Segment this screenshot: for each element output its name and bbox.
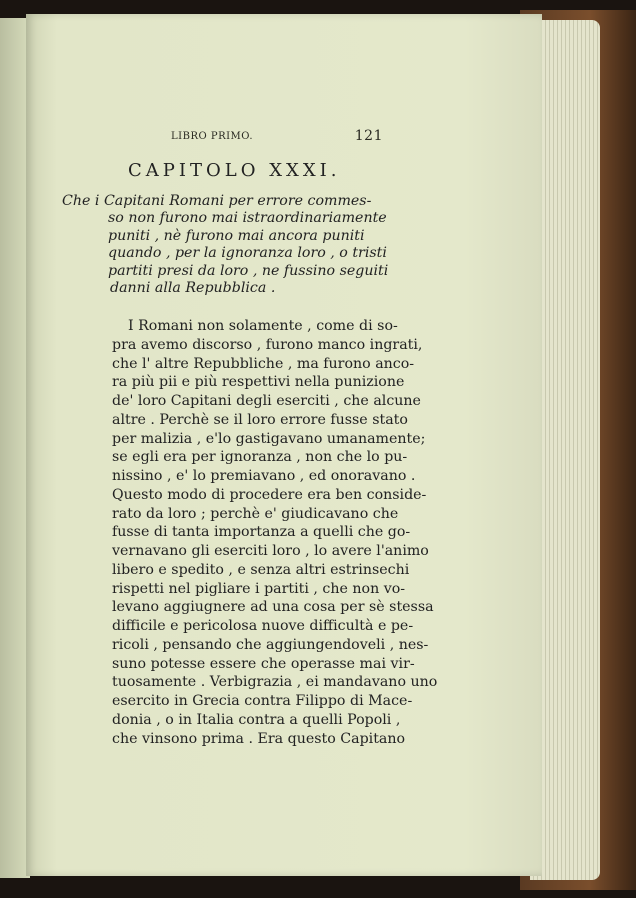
body-line: pra avemo discorso , furono manco ingrati, [112, 336, 423, 353]
body-line: difficile e pericolosa nuove difficultà e pe- [112, 618, 414, 634]
body-line: nissino , e' lo premiavano , ed onoravano . [112, 468, 416, 484]
body-line: che l' altre Repubbliche , ma furono anco- [112, 355, 415, 372]
summary-line: partiti presi da loro , ne fussino seguiti [108, 262, 389, 279]
body-line: ricoli , pensando che aggiungendoveli , nes- [112, 636, 429, 653]
chapter-title: CAPITOLO XXXI. [128, 160, 341, 181]
body-line: se egli era per ignoranza , non che lo pu- [112, 449, 408, 466]
body-line: levano aggiugnere ad una cosa per sè stessa [112, 599, 434, 616]
body-line: libero e spedito , e senza altri estrinsechi [112, 561, 410, 578]
body-line: altre . Perchè se il loro errore fusse stato [112, 411, 408, 428]
body-line: rato da loro ; perchè e' giudicavano che [112, 505, 399, 522]
summary-line: puniti , nè furono mai ancora puniti [108, 227, 365, 244]
body-line: fusse di tanta importanza a quelli che go- [112, 524, 411, 541]
body-line: che vinsono prima . Era questo Capitano [112, 730, 406, 747]
summary-line: danni alla Repubblica . [110, 280, 276, 296]
body-line: ra più pii e più respettivi nella punizione [112, 374, 405, 391]
body-line: tuosamente . Verbigrazia , ei mandavano uno [112, 674, 438, 691]
body-line: donia , o in Italia contra a quelli Popoli , [112, 711, 401, 728]
summary-line: Che i Capitani Romani per errore commes- [62, 193, 372, 209]
body-line: de' loro Capitani degli eserciti , che alcune [112, 393, 421, 409]
body-line: vernavano gli eserciti loro , lo avere l'animo [112, 543, 429, 559]
body-line: rispetti nel pigliare i partiti , che non vo- [112, 580, 406, 597]
running-title: LIBRO PRIMO. [171, 131, 254, 142]
running-header [171, 128, 383, 144]
body-line: I Romani non solamente , come di so- [128, 318, 398, 334]
summary-line: so non furono mai istraordinariamente [108, 210, 387, 227]
body-line: suno potesse essere che operasse mai vir- [112, 655, 415, 672]
body-line: esercito in Grecia contra Filippo di Mace- [112, 693, 413, 709]
page-number: 121 [354, 128, 383, 144]
body-line: Questo modo di procedere era ben conside- [112, 486, 427, 503]
body-line: per malizia , e'lo gastigavano umanamente; [112, 430, 426, 447]
summary-line: quando , per la ignoranza loro , o tristi [108, 245, 387, 262]
